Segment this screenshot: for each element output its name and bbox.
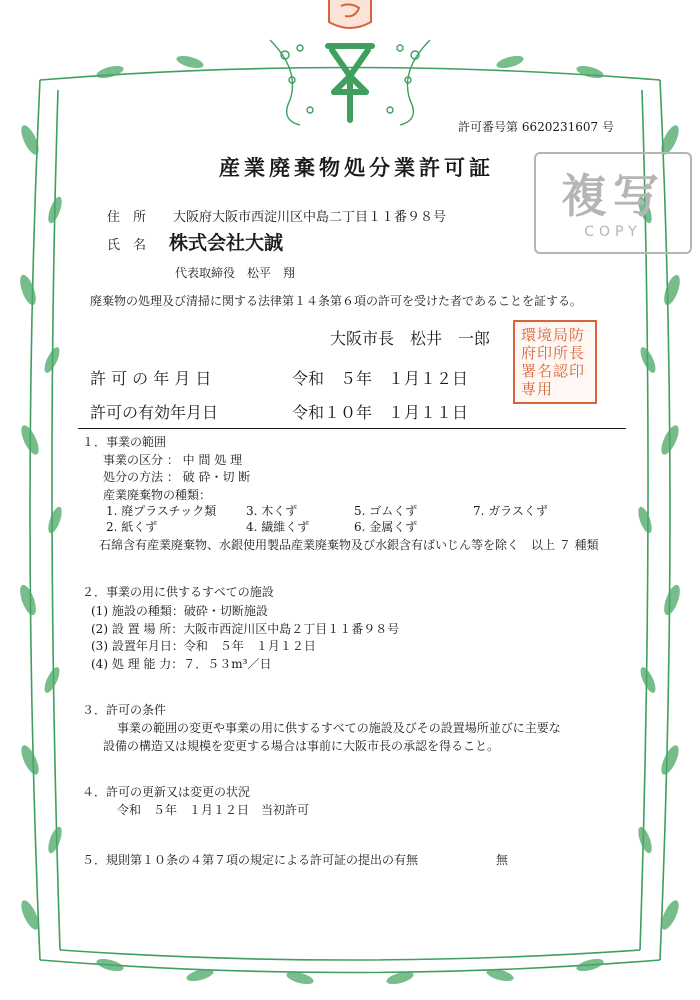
permit-number: 許可番号第 6620231607 号	[458, 120, 614, 134]
section-divider	[78, 428, 626, 429]
section5-heading: ５．規則第１０条の４第７項の規定による許可証の提出の有無	[82, 853, 419, 867]
condition-line: 事業の範囲の変更や事業の用に供するすべての施設及びその設置場所並びに主要な	[117, 721, 561, 735]
facility-line: (2) 設 置 場 所：大阪市西淀川区中島２丁目１１番９８号	[91, 622, 400, 636]
issued-date-label: 許 可 の 年 月 日	[90, 369, 212, 388]
address-value: 大阪府大阪市西淀川区中島二丁目１１番９８号	[173, 210, 447, 225]
copy-watermark	[534, 152, 692, 254]
certificate-title: 産業廃棄物処分業許可証	[219, 155, 494, 180]
processing-method: 処分の方法 ： 破 砕・切 断	[103, 470, 251, 484]
valid-date-value: 令和１０年 １月１１日	[292, 403, 469, 422]
business-category: 事業の区分 ： 中 間 処 理	[103, 453, 243, 467]
section3-heading: ３．許可の条件	[82, 703, 167, 717]
valid-date-label: 許可の有効年月日	[90, 403, 219, 422]
certification-text: 廃棄物の処理及び清掃に関する法律第１４条第６項の許可を受けた者であることを証する。	[90, 294, 583, 308]
waste-item: 1. 廃プラスチック類	[106, 504, 217, 518]
facility-line: (3) 設置年月日：令和 ５年 １月１２日	[91, 639, 316, 653]
company-name: 株式会社大誠	[169, 232, 284, 254]
osaka-city-emblem-icon	[320, 38, 380, 128]
waste-item: 5. ゴムくず	[354, 504, 418, 518]
name-label: 氏 名	[107, 238, 147, 253]
condition-line: 設備の構造又は規模を変更する場合は事前に大阪市長の承認を得ること。	[103, 739, 500, 753]
waste-item: 6. 金属くず	[354, 520, 418, 534]
issued-date-value: 令和 ５年 １月１２日	[292, 369, 469, 388]
waste-item: 3. 木くず	[246, 504, 298, 518]
waste-item: 7. ガラスくず	[473, 504, 548, 518]
copy-watermark-latin: COPY	[584, 224, 642, 240]
submission-status: 無	[496, 853, 509, 867]
facility-line: (4) 処 理 能 力：７．５３m³／日	[91, 657, 272, 671]
waste-item: 4. 繊維くず	[246, 520, 310, 534]
waste-item: 2. 紙くず	[106, 520, 158, 534]
section4-heading: ４．許可の更新又は変更の状況	[82, 785, 251, 799]
waste-exclusion-note: 石綿含有産業廃棄物、水銀使用製品産業廃棄物及び水銀含有ばいじん等を除く 以上 ７ 種類	[99, 538, 599, 552]
address-label: 住 所	[107, 210, 147, 225]
official-square-seal-icon	[513, 320, 597, 404]
representative: 代表取締役 松平 翔	[175, 266, 296, 280]
renewal-status: 令和 ５年 １月１２日 当初許可	[117, 803, 310, 817]
facility-line: (1) 施設の種類：破砕・切断施設	[91, 604, 268, 618]
section1-heading: １．事業の範囲	[82, 435, 167, 449]
seal-text: 環境局防府印所長署名認印専用	[521, 326, 586, 398]
section2-heading: ２．事業の用に供するすべての施設	[82, 585, 274, 599]
issuer: 大阪市長 松井 一郎	[330, 329, 491, 348]
waste-types-label: 産業廃棄物の種類：	[103, 488, 212, 502]
red-seal-stamp-icon	[325, 0, 375, 32]
copy-watermark-kanji: 複写	[561, 169, 665, 223]
